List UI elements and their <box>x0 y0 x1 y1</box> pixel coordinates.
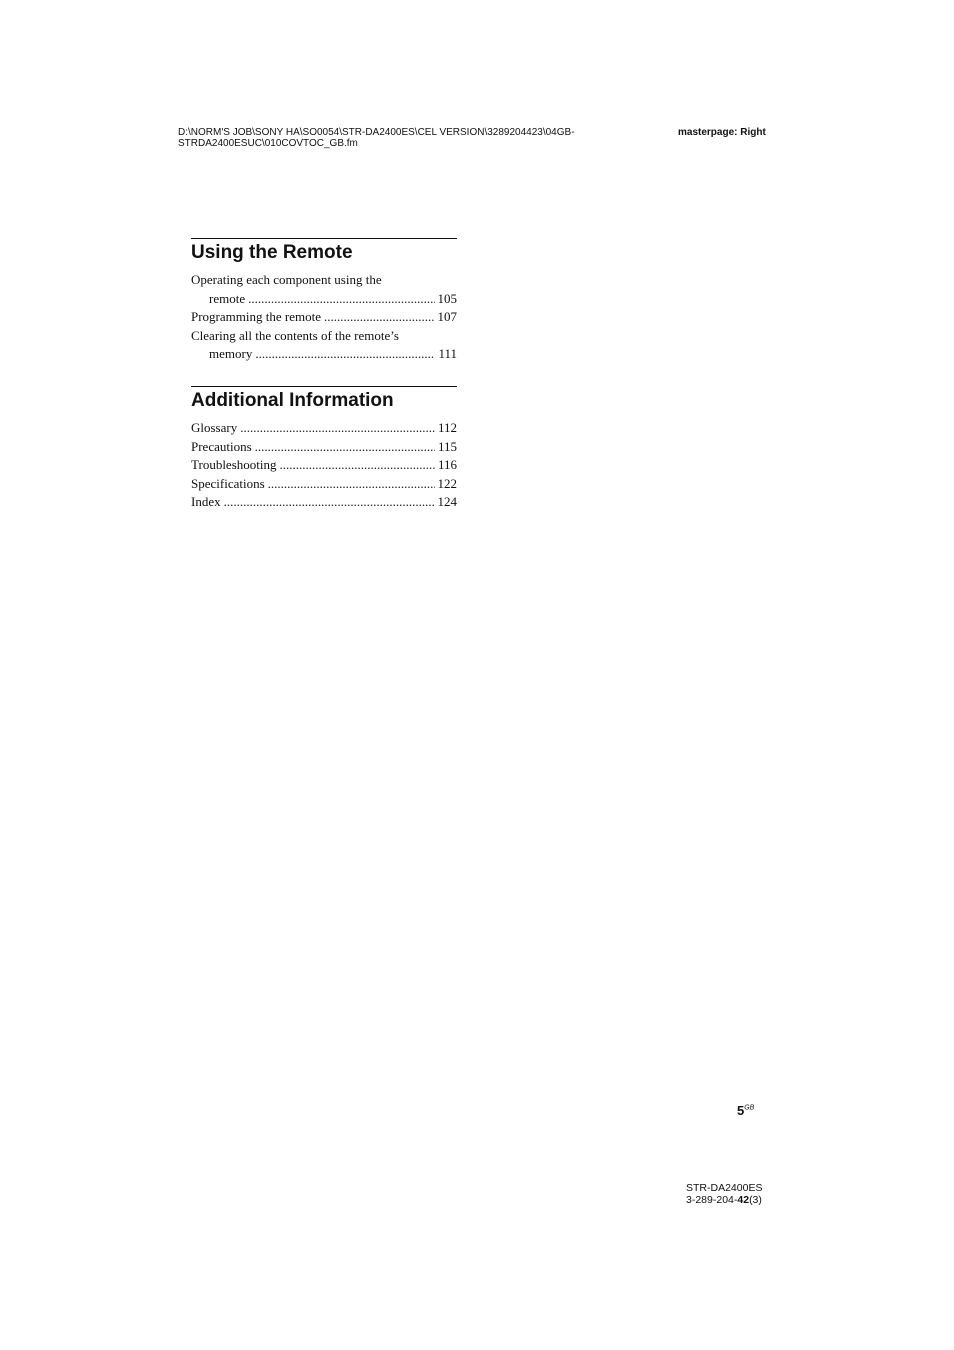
file-path-header: D:\NORM'S JOB\SONY HA\SO0054\STR-DA2400ES\CEL VERSION\3289204423\04GB- STRDA2400ESUC\010COVTOC_GB.fm <box>178 127 575 149</box>
section-additional-information <box>191 386 457 512</box>
entry-title-line1: Operating each component using the <box>191 272 382 287</box>
toc-entry[interactable] <box>191 493 457 512</box>
masterpage-label: masterpage: Right <box>678 127 766 138</box>
page-number-value: 5 <box>737 1103 745 1118</box>
footer-model-info <box>686 1182 762 1206</box>
dot-leader <box>248 290 434 309</box>
entry-title: Glossary <box>191 420 238 435</box>
footer-code-prefix: 3-289-204- <box>686 1194 738 1206</box>
dot-leader <box>240 419 435 438</box>
entry-title-line2: remote <box>209 290 246 306</box>
entry-title: Index <box>191 494 221 509</box>
entry-page: 111 <box>438 346 457 361</box>
toc-entry[interactable] <box>191 456 457 475</box>
page-number-suffix: GB <box>744 1104 755 1112</box>
toc-entry[interactable] <box>191 438 457 457</box>
dot-leader <box>255 438 435 457</box>
page-number <box>737 1103 754 1118</box>
entry-page: 112 <box>437 420 457 435</box>
dot-leader <box>324 308 435 327</box>
section-title: Using the Remote <box>191 242 353 263</box>
dot-leader <box>268 475 435 494</box>
entry-title-line1: Clearing all the contents of the remote’s <box>191 327 399 343</box>
footer-code-bold: 42 <box>737 1194 750 1206</box>
entry-page: 122 <box>437 475 457 491</box>
toc-entry[interactable] <box>191 308 457 327</box>
toc-entry[interactable] <box>191 327 457 364</box>
entry-title: Troubleshooting <box>191 457 277 472</box>
entry-page: 107 <box>437 309 457 324</box>
entry-page: 105 <box>437 290 457 306</box>
entry-page: 124 <box>437 494 457 509</box>
footer-code-suffix: (3) <box>749 1194 762 1206</box>
toc-entry[interactable] <box>191 419 457 438</box>
entry-page: 116 <box>437 457 457 472</box>
dot-leader <box>255 345 435 364</box>
section-using-the-remote <box>191 238 457 364</box>
entry-title-line2: memory <box>209 346 253 361</box>
entry-title: Programming the remote <box>191 309 321 324</box>
footer-code <box>686 1194 762 1206</box>
dot-leader <box>279 456 434 475</box>
toc-entry[interactable] <box>191 271 457 308</box>
entry-page: 115 <box>437 438 457 454</box>
dot-leader <box>224 493 435 512</box>
toc-entry[interactable] <box>191 475 457 494</box>
entry-title: Specifications <box>191 475 265 491</box>
entry-title: Precautions <box>191 438 252 454</box>
section-title: Additional Information <box>191 390 394 411</box>
footer-model: STR-DA2400ES <box>686 1182 763 1194</box>
